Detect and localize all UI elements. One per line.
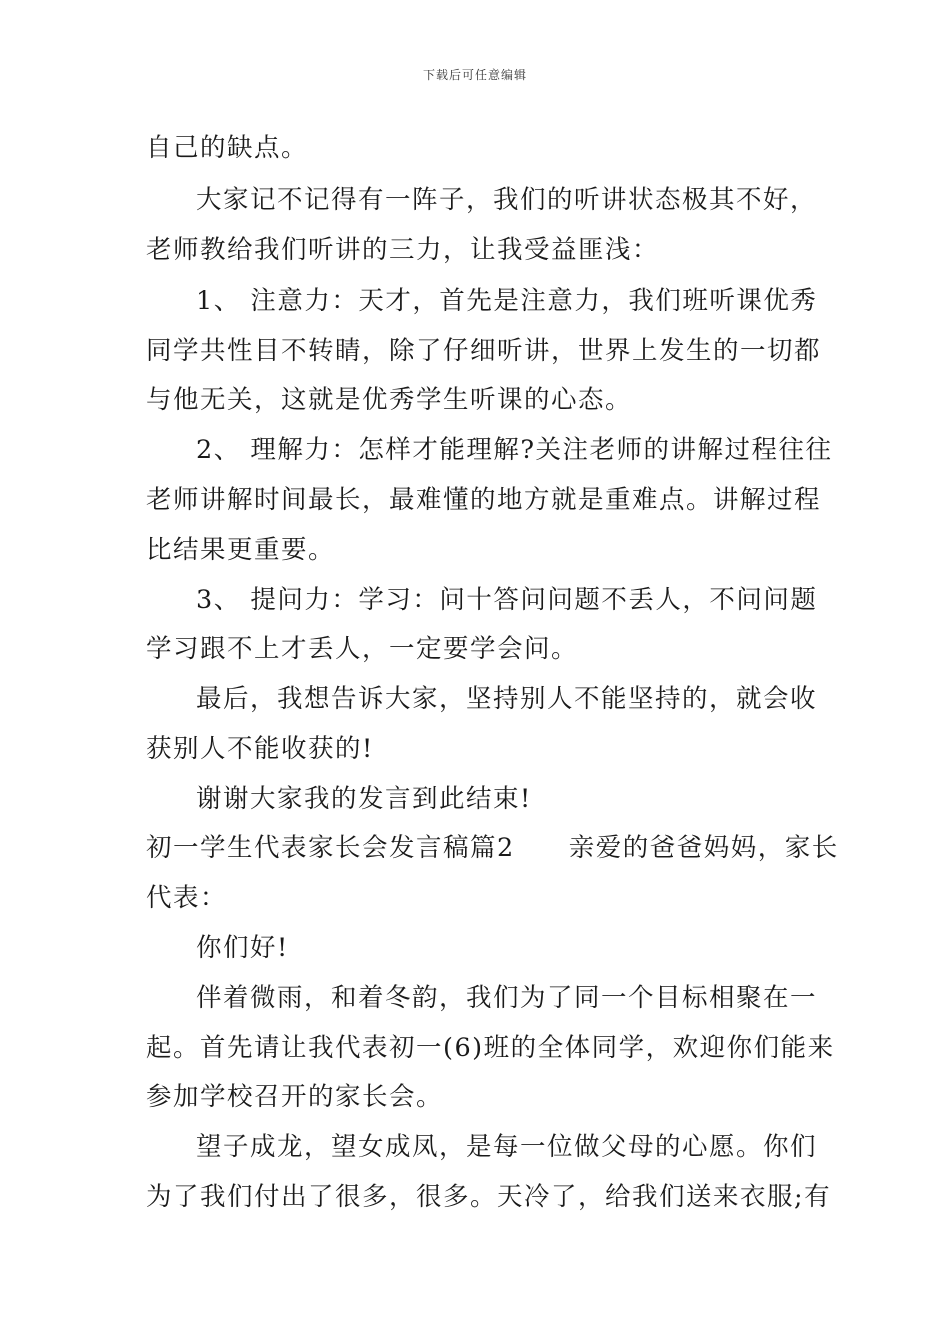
text-line: 学习跟不上才丢人，一定要学会问。 (146, 634, 579, 664)
text-line: 你们好! (196, 933, 289, 963)
text-line: 老师讲解时间最长，最难懂的地方就是重难点。讲解过程 (146, 485, 822, 515)
text-line: 自己的缺点。 (146, 133, 309, 163)
text-line: 代表： (146, 883, 228, 913)
text-line: 参加学校召开的家长会。 (146, 1082, 444, 1112)
header-note: 下载后可任意编辑 (422, 68, 527, 82)
text-line: 老师教给我们听讲的三力，让我受益匪浅： (146, 235, 660, 265)
text-line: 3、 提问力：学习：问十答问问题不丢人，不问问题 (196, 585, 818, 615)
text-line: 为了我们付出了很多，很多。天冷了，给我们送来衣服;有 (146, 1182, 832, 1212)
text-line: 大家记不记得有一阵子，我们的听讲状态极其不好， (196, 185, 818, 215)
text-line: 望子成龙，望女成凤，是每一位做父母的心愿。你们 (196, 1132, 818, 1162)
text-line: 比结果更重要。 (146, 535, 336, 565)
text-line: 最后，我想告诉大家，坚持别人不能坚持的，就会收 (196, 684, 818, 714)
text-line: 谢谢大家我的发言到此结束! (196, 784, 532, 814)
text-line: 起。首先请让我代表初一(6)班的全体同学，欢迎你们能来 (146, 1033, 835, 1063)
text-line: 2、 理解力：怎样才能理解?关注老师的讲解过程往往 (196, 435, 833, 465)
section-heading-line: 初一学生代表家长会发言稿篇2 亲爱的爸爸妈妈，家长 (146, 833, 839, 863)
text-line: 伴着微雨，和着冬韵，我们为了同一个目标相聚在一 (196, 983, 818, 1013)
text-line: 获别人不能收获的! (146, 734, 374, 764)
text-line: 同学共性目不转睛，除了仔细听讲，世界上发生的一切都 (146, 336, 822, 366)
text-line: 与他无关，这就是优秀学生听课的心态。 (146, 385, 633, 415)
text-line: 1、 注意力：天才，首先是注意力，我们班听课优秀 (196, 286, 818, 316)
